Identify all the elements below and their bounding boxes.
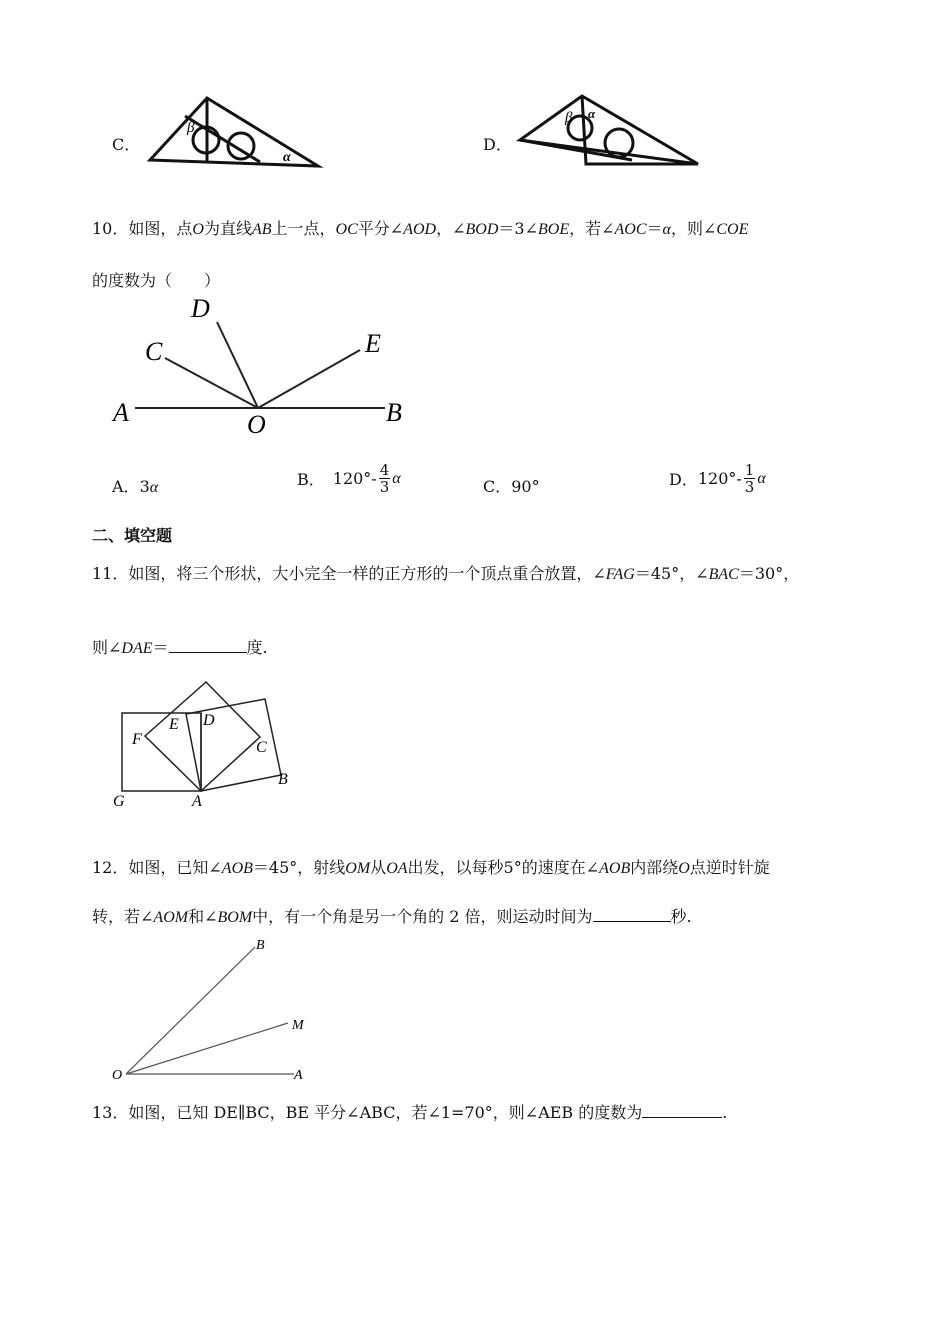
answer-blank[interactable] (642, 1103, 722, 1118)
q10-option-c[interactable]: C．90° (483, 477, 540, 496)
q12-text-line2: 转，若∠AOM和∠BOM中，有一个角是另一个角的 2 倍，则运动时间为 秒. (92, 907, 692, 926)
beta-label: β (565, 110, 573, 126)
beta-label: β (187, 120, 195, 136)
label-b: B (278, 771, 288, 788)
ray-oc (165, 358, 258, 408)
q10-option-b[interactable]: B． 120°- $\frac{4}{3}$ α (297, 461, 401, 496)
label-f: F (132, 731, 142, 748)
q13-text: 13．如图，已知 DE∥BC，BE 平分∠ABC，若∠1=70°，则∠AEB 的度数为 . (92, 1103, 728, 1122)
label-e: E (169, 716, 179, 733)
ray-om (126, 1023, 288, 1074)
q9-option-c-label: C． (112, 135, 141, 154)
q10-text-line2: 的度数为（ ） (92, 271, 221, 290)
label-b: B (386, 398, 402, 427)
label-a: A (294, 1068, 303, 1083)
q11-figure (105, 672, 305, 817)
q10-text-line1: 10．如图，点O为直线AB上一点，OC平分∠AOD，∠BOD＝3∠BOE，若∠AOC＝α，则∠COE (92, 219, 749, 238)
answer-blank[interactable] (169, 638, 247, 653)
q10-option-d[interactable]: D． 120°- $\frac{1}{3}$ α (669, 461, 766, 496)
label-d: D (203, 712, 215, 729)
q11-text-line2: 则∠DAE＝ 度. (92, 638, 268, 657)
q12-figure (108, 935, 318, 1085)
label-o: O (247, 410, 266, 439)
alpha-label: α (588, 106, 596, 121)
label-b: B (256, 938, 265, 953)
ray-od (217, 322, 258, 408)
square-middle (145, 682, 260, 791)
label-e: E (365, 329, 381, 358)
q9-figure-c (140, 90, 330, 175)
label-d: D (191, 294, 210, 323)
q11-text-line1: 11．如图，将三个形状，大小完全一样的正方形的一个顶点重合放置，∠FAG＝45°，∠BAC＝30°， (92, 564, 800, 583)
label-m: M (292, 1018, 304, 1033)
section-title: 二、填空题 (92, 526, 173, 545)
label-c: C (145, 337, 163, 366)
alpha-label: α (283, 150, 291, 165)
label-a: A (113, 398, 129, 427)
label-o: O (112, 1068, 123, 1083)
answer-blank[interactable] (593, 907, 671, 922)
label-a: A (192, 793, 202, 810)
q10-figure (105, 290, 425, 440)
q12-text-line1: 12．如图，已知∠AOB＝45°，射线OM从OA出发，以每秒5°的速度在∠AOB内部绕O点逆时针旋 (92, 858, 770, 877)
label-g: G (113, 793, 125, 810)
q10-option-a[interactable]: A．3α (112, 477, 159, 496)
q9-figure-d (512, 88, 707, 173)
ray-ob (126, 947, 255, 1074)
ray-oe (258, 350, 360, 408)
label-c: C (256, 739, 267, 756)
q9-option-d-label: D． (483, 135, 512, 154)
